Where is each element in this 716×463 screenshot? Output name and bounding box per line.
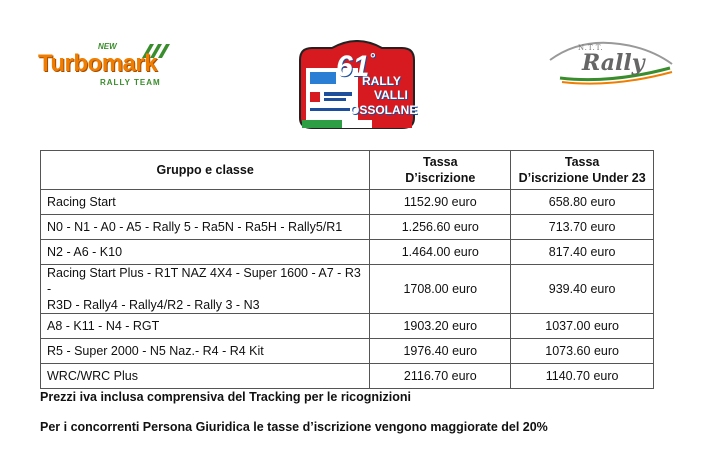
cell-fee: 1.464.00 euro xyxy=(370,240,511,265)
table-row xyxy=(41,339,654,364)
fees-table xyxy=(40,150,654,389)
header-fee-line2: D’iscrizione xyxy=(405,171,476,185)
cell-group-line1: Racing Start Plus - R1T NAZ 4X4 - Super 1600 - A7 - R3 - xyxy=(47,266,361,296)
cell-u23: 1073.60 euro xyxy=(511,339,654,364)
cell-group-line2: R3D - Rally4 - Rally4/R2 - Rally 3 - N3 xyxy=(47,298,260,312)
table-header-row xyxy=(41,151,654,190)
cell-group: N2 - A6 - K10 xyxy=(41,240,370,265)
cell-fee: 1.256.60 euro xyxy=(370,215,511,240)
cell-group: N0 - N1 - A0 - A5 - Rally 5 - Ra5N - Ra5H - Rally5/R1 xyxy=(41,215,370,240)
header-u23-line2: D’iscrizione Under 23 xyxy=(518,171,646,185)
table-row xyxy=(41,190,654,215)
header-u23 xyxy=(511,151,654,190)
header-group: Gruppo e classe xyxy=(41,151,370,190)
cell-fee: 2116.70 euro xyxy=(370,364,511,389)
logo-team-text: RALLY TEAM xyxy=(100,78,161,87)
cell-u23: 713.70 euro xyxy=(511,215,654,240)
plate-line-valli: VALLI xyxy=(374,88,408,102)
table-row xyxy=(41,364,654,389)
plate-number-degree: ° xyxy=(369,50,375,66)
cell-u23: 817.40 euro xyxy=(511,240,654,265)
turbomark-logo xyxy=(38,42,168,92)
plate-number-value: 61 xyxy=(336,50,370,83)
logo-rally-text: Rally xyxy=(582,50,645,76)
cell-fee: 1903.20 euro xyxy=(370,314,511,339)
note-company-surcharge: Per i concorrenti Persona Giuridica le tasse d’iscrizione vengono maggiorate del 20% xyxy=(40,420,548,434)
logo-new-label: NEW xyxy=(98,42,117,51)
ntt-rally-logo xyxy=(540,38,680,88)
cell-group: A8 - K11 - N4 - RGT xyxy=(41,314,370,339)
table-row xyxy=(41,215,654,240)
logo-ntt-text: N.T.T. xyxy=(578,44,604,52)
plate-line-rally: RALLY xyxy=(362,74,401,88)
cell-group xyxy=(41,265,370,314)
cell-u23: 658.80 euro xyxy=(511,190,654,215)
cell-group: R5 - Super 2000 - N5 Naz.- R4 - R4 Kit xyxy=(41,339,370,364)
cell-fee: 1152.90 euro xyxy=(370,190,511,215)
cell-group: WRC/WRC Plus xyxy=(41,364,370,389)
cell-fee: 1708.00 euro xyxy=(370,265,511,314)
cell-u23: 1037.00 euro xyxy=(511,314,654,339)
table-row xyxy=(41,240,654,265)
note-tracking: Prezzi iva inclusa comprensiva del Tracking per le ricognizioni xyxy=(40,390,411,404)
cell-u23: 939.40 euro xyxy=(511,265,654,314)
table-row xyxy=(41,265,654,314)
cell-group: Racing Start xyxy=(41,190,370,215)
logo-brand-text: Turbomark xyxy=(38,50,158,77)
plate-line-ossolane: OSSOLANE xyxy=(350,103,418,117)
rally-plate-logo xyxy=(292,40,422,132)
header-fee xyxy=(370,151,511,190)
cell-fee: 1976.40 euro xyxy=(370,339,511,364)
header-fee-line1: Tassa xyxy=(423,155,458,169)
table-row xyxy=(41,314,654,339)
cell-u23: 1140.70 euro xyxy=(511,364,654,389)
header-u23-line1: Tassa xyxy=(564,155,600,169)
